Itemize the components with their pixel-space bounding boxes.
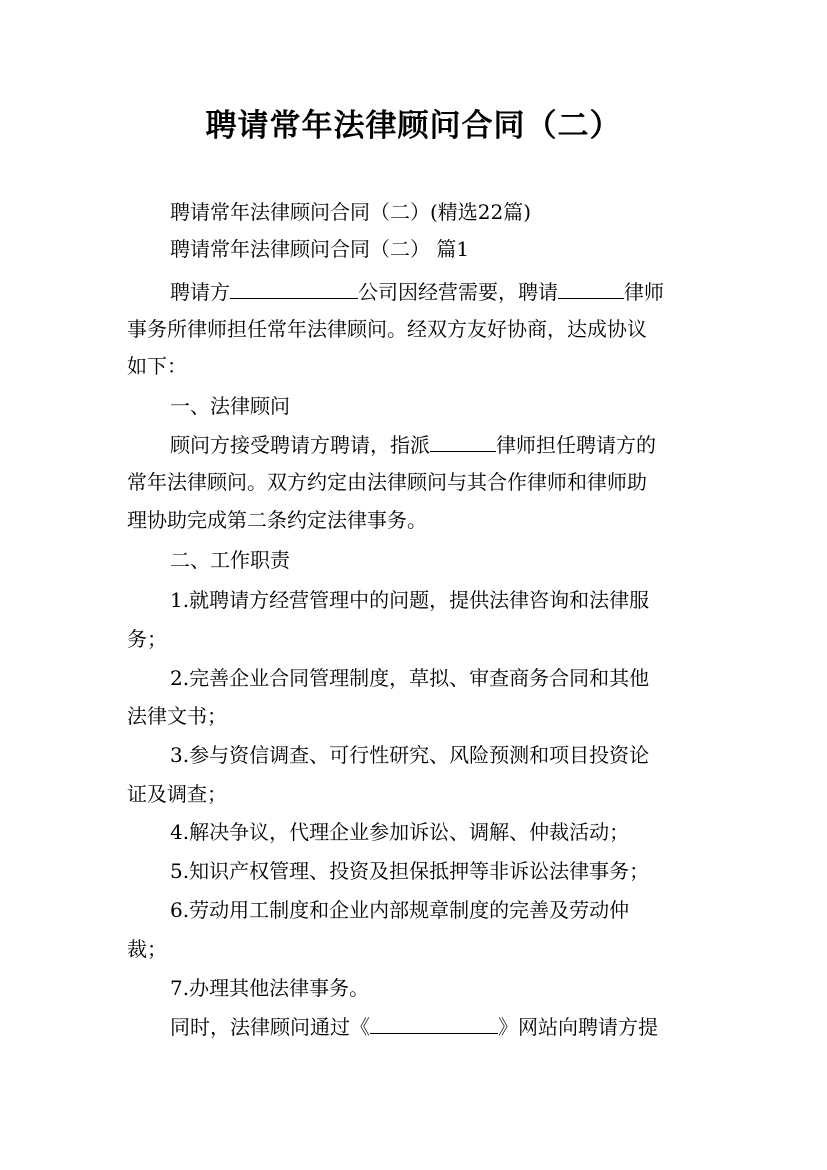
subtitle-line: 聘请常年法律顾问合同（二）(精选22篇) [170,200,532,224]
list-item-line: 7.办理其他法律事务。 [170,976,370,1000]
section-heading-line: 二、工作职责 [170,548,290,572]
paragraph-line: 事务所律师担任常年法律顾问。经双方友好协商，达成协议 [127,317,647,341]
blank-field [430,433,496,452]
text-fragment: 》网站向聘请方提 [498,1015,658,1039]
list-item-line: 2.完善企业合同管理制度，草拟、审查商务合同和其他 [170,666,650,690]
section-heading-line: 一、法律顾问 [170,394,290,418]
list-item-line: 4.解决争议，代理企业参加诉讼、调解、仲裁活动； [170,820,630,844]
blank-field [558,280,624,299]
blank-field [230,280,358,299]
list-item-line: 务； [127,627,167,651]
text-fragment: 公司因经营需要，聘请 [358,280,558,304]
text-fragment: 同时，法律顾问通过《 [170,1015,370,1039]
list-item-line: 3.参与资信调查、可行性研究、风险预测和项目投资论 [170,743,650,767]
section-heading-line: 聘请常年法律顾问合同（二） 篇1 [170,237,470,261]
list-item-line: 1.就聘请方经营管理中的问题，提供法律咨询和法律服 [170,588,650,612]
list-item-line: 裁； [127,937,167,961]
list-item-line: 证及调查； [127,782,227,806]
list-item-line: 6.劳动用工制度和企业内部规章制度的完善及劳动仲 [170,898,630,922]
text-fragment: 律师 [624,280,664,304]
text-fragment: 聘请方 [170,280,230,304]
paragraph-line: 如下： [127,354,187,378]
paragraph-line [170,278,664,306]
document-title: 聘请常年法律顾问合同（二） [205,108,622,144]
blank-field [370,1015,498,1034]
list-item-line: 法律文书； [127,704,227,728]
text-fragment: 顾问方接受聘请方聘请，指派 [170,433,430,457]
paragraph-line: 常年法律顾问。双方约定由法律顾问与其合作律师和律师助 [127,470,647,494]
paragraph-line: 理协助完成第二条约定法律事务。 [127,508,427,532]
list-item-line: 5.知识产权管理、投资及担保抵押等非诉讼法律事务； [170,859,650,883]
paragraph-line [170,1013,658,1041]
paragraph-line [170,431,656,459]
text-fragment: 律师担任聘请方的 [496,433,656,457]
